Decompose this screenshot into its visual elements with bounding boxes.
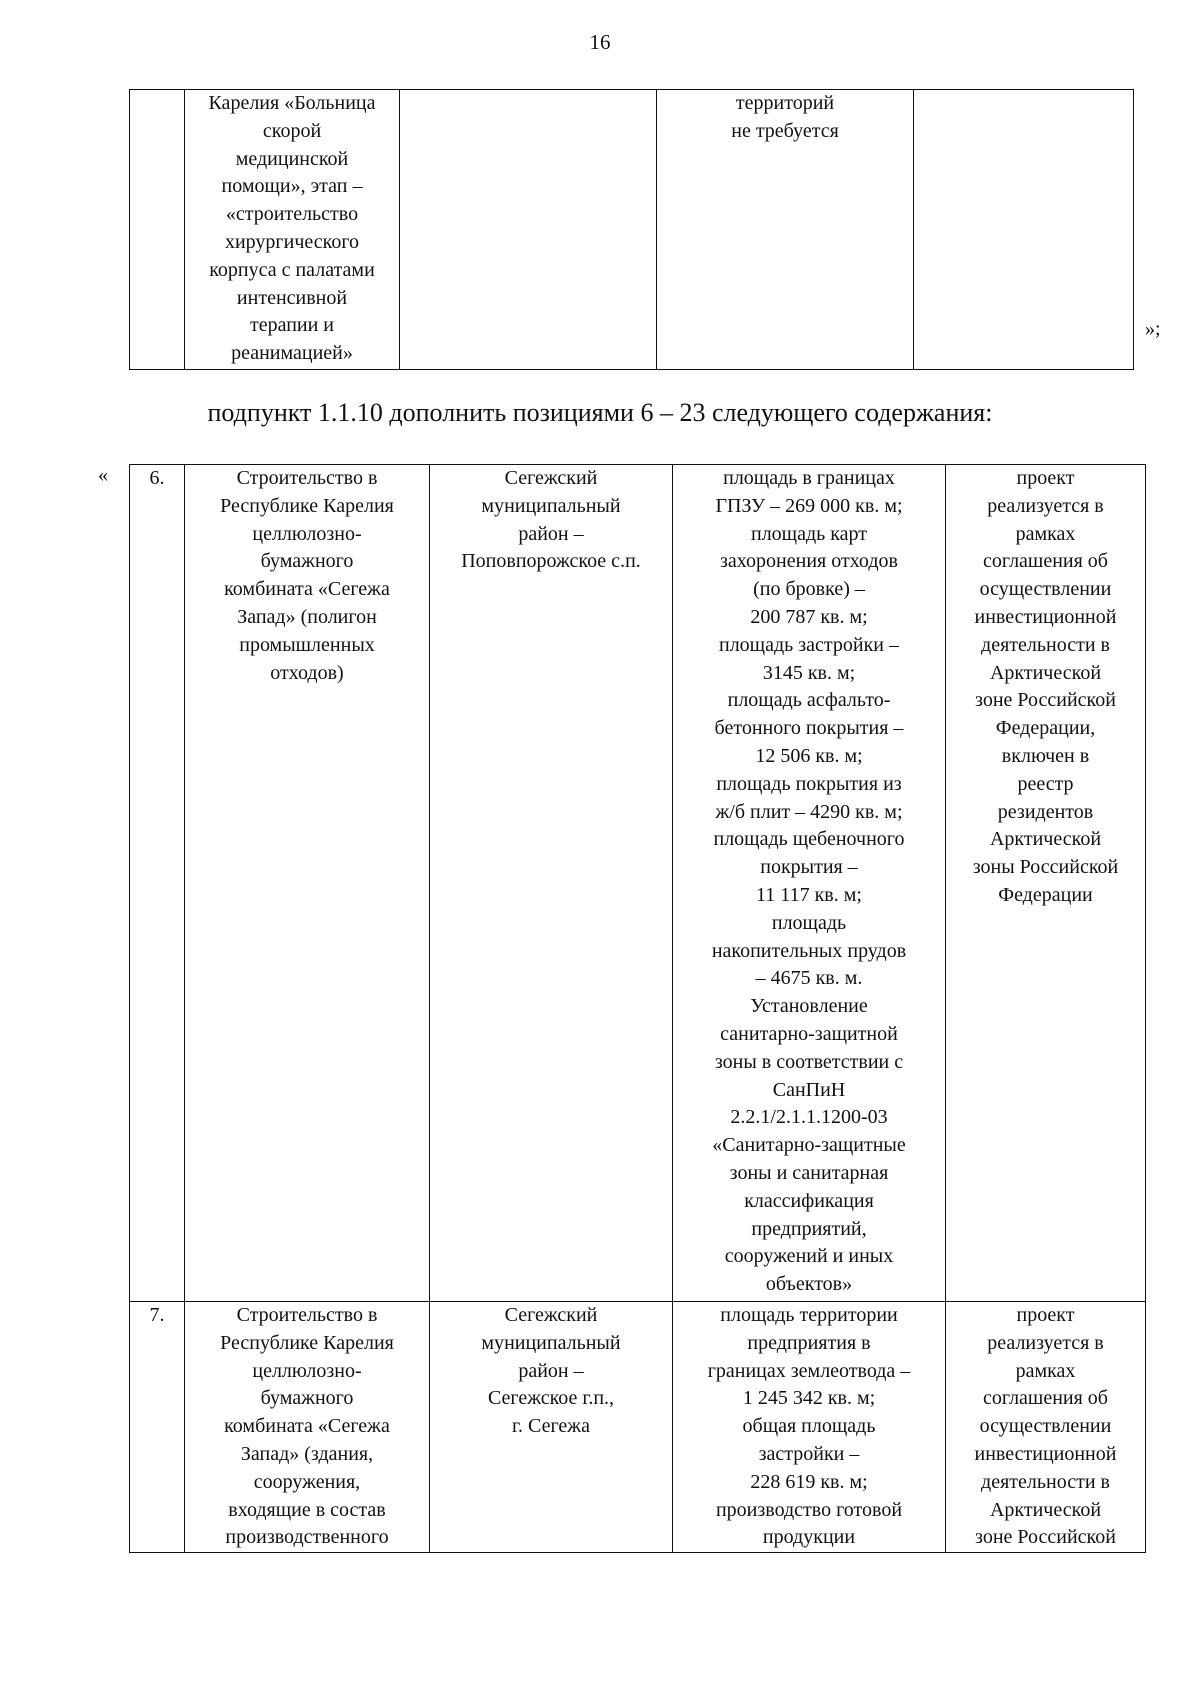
cell-characteristics: территорий не требуется (657, 90, 914, 370)
cell-characteristics: площадь территории предприятия в границах землеотвода – 1 245 342 кв. м; общая площадь застройки – 228 619 кв. м; производство готовой продукции (673, 1302, 946, 1553)
cell-notes: проект реализуется в рамках соглашения об осуществлении инвестиционной деятельности в Арктической зоне Российской Федерации, включен в реестр резидентов Арктической зоны Российской Федерации (946, 465, 1146, 1302)
table-row (130, 1302, 1146, 1553)
continuation-table (129, 89, 1134, 370)
cell-object-name: Карелия «Больница скорой медицинской помощи», этап – «строительство хирургического корпуса с палатами интенсивной терапии и реанимацией» (185, 90, 400, 370)
closing-quote-mark: »; (1145, 318, 1161, 340)
cell-num (130, 90, 185, 370)
cell-notes: проект реализуется в рамках соглашения об осуществлении инвестиционной деятельности в Арктической зоне Российской (946, 1302, 1146, 1553)
cell-characteristics: площадь в границах ГПЗУ – 269 000 кв. м; площадь карт захоронения отходов (по бровке) – 200 787 кв. м; площадь застройки – 3145 кв. м; площадь асфальто- бетонного покрытия – 12 506 кв. м; площадь покрытия из ж/б плит – 4290 кв. м; площадь щебеночного покрытия – 11 117 кв. м; площадь накопительных прудов – 4675 кв. м. Установление санитарно-защитной зоны в соответствии с СанПиН 2.2.1/2.1.1.1200-03 «Санитарно-защитные зоны и санитарная классификация предприятий, сооружений и иных объектов» (673, 465, 946, 1302)
cell-notes (914, 90, 1134, 370)
table-row (130, 90, 1134, 370)
cell-location: Сегежский муниципальный район – Поповпорожское с.п. (430, 465, 673, 1302)
cell-object-name: Строительство в Республике Карелия целлюлозно- бумажного комбината «Сегежа Запад» (полигон промышленных отходов) (185, 465, 430, 1302)
cell-location: Сегежский муниципальный район – Сегежское г.п., г. Сегежа (430, 1302, 673, 1553)
cell-object-name: Строительство в Республике Карелия целлюлозно- бумажного комбината «Сегежа Запад» (здания, сооружения, входящие в состав производственного (185, 1302, 430, 1553)
cell-num: 6. (130, 465, 185, 1302)
opening-quote-mark: « (98, 464, 108, 486)
table-row (130, 465, 1146, 1302)
cell-location (400, 90, 657, 370)
cell-num: 7. (130, 1302, 185, 1553)
page-number: 16 (589, 30, 611, 54)
instruction-text: подпункт 1.1.10 дополнить позициями 6 – 23 следующего содержания: (207, 398, 993, 427)
new-positions-table (129, 464, 1146, 1553)
